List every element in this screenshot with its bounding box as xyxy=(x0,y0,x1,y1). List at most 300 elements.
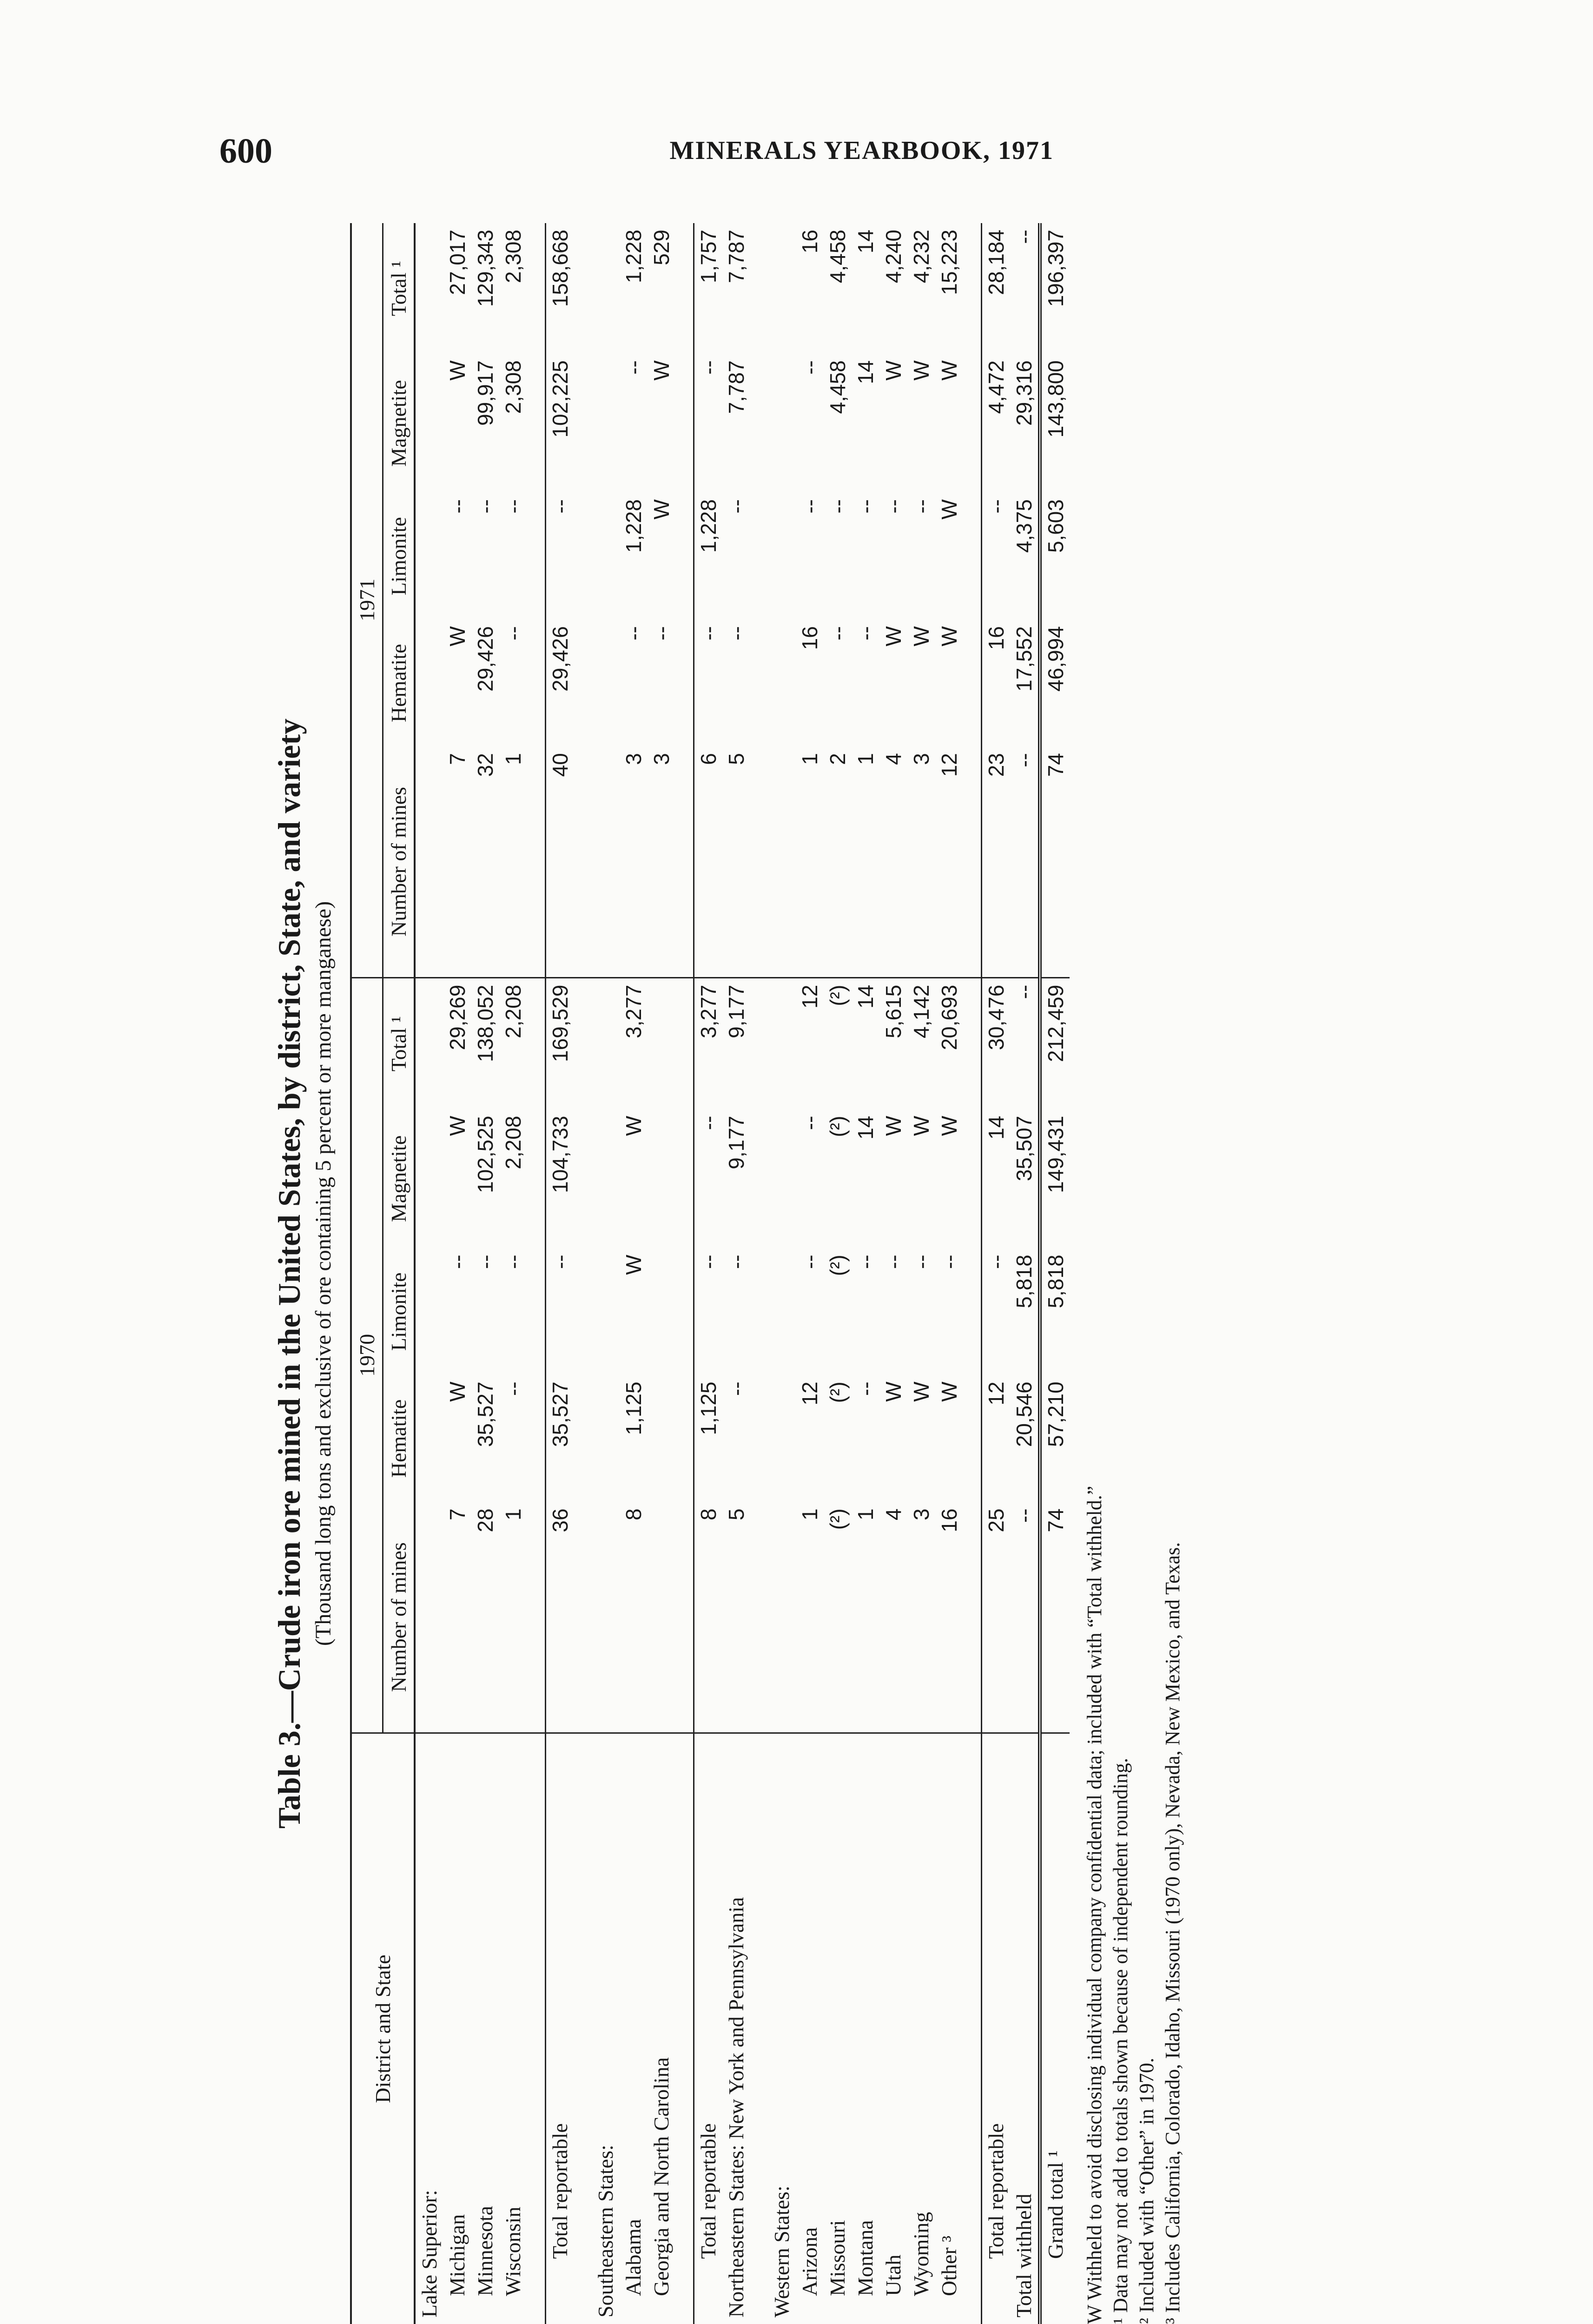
cell-1970-limonite: 5,818 xyxy=(1012,1254,1036,1308)
cell-1970-total: 14 xyxy=(853,984,878,1009)
cell-1970-limonite xyxy=(750,1248,768,1375)
cell-1970-mines: 7 xyxy=(443,1502,471,1733)
cell-1970-hematite: 20,546 xyxy=(1012,1381,1036,1447)
cell-1970-total: (²) xyxy=(826,984,850,1006)
cell-1970-hematite: 1,125 xyxy=(621,1381,646,1435)
total-1970-header: Total ¹ xyxy=(383,977,415,1109)
row-label: Utah xyxy=(881,2254,905,2296)
hematite-1970-header: Hematite xyxy=(383,1375,415,1502)
cell-1971-limonite: -- xyxy=(826,499,850,514)
cell-1970-limonite: -- xyxy=(724,1254,748,1269)
cell-1970-total xyxy=(415,977,443,1109)
cell-1970-magnetite xyxy=(592,1109,620,1248)
cell-1970-total: 29,269 xyxy=(445,984,469,1050)
hematite-1971-header: Hematite xyxy=(383,620,415,746)
cell-1971-mines: 6 xyxy=(694,746,723,977)
cell-1971-limonite: -- xyxy=(881,499,906,514)
cell-1970-total xyxy=(648,977,675,1109)
row-label: Total reportable xyxy=(694,1733,723,2324)
cell-1971-mines xyxy=(675,746,694,977)
cell-1971-total: 28,184 xyxy=(982,223,1011,354)
cell-1970-mines: 36 xyxy=(546,1502,575,1733)
spacer-row xyxy=(527,223,546,2324)
cell-1970-limonite: -- xyxy=(982,1248,1011,1375)
cell-1970-magnetite: W xyxy=(937,1116,961,1136)
cell-1970-magnetite: 2,208 xyxy=(501,1116,525,1169)
cell-1971-hematite: W xyxy=(881,626,906,647)
table-row xyxy=(824,223,852,2324)
cell-1971-magnetite xyxy=(750,354,768,493)
cell-1971-magnetite xyxy=(768,354,796,493)
cell-1970-hematite: (²) xyxy=(826,1381,850,1403)
cell-1970-limonite: -- xyxy=(445,1254,469,1269)
cell-1970-hematite: -- xyxy=(724,1381,748,1396)
cell-1971-magnetite xyxy=(527,354,546,493)
cell-1970-magnetite: 35,507 xyxy=(1012,1116,1036,1182)
mines-1970-header: Number of mines xyxy=(383,1502,415,1733)
running-head: MINERALS YEARBOOK, 1971 xyxy=(669,136,1054,165)
cell-1971-mines: 40 xyxy=(546,746,575,977)
cell-1970-hematite: 12 xyxy=(798,1381,822,1406)
cell-1970-mines: 4 xyxy=(879,1502,907,1733)
cell-1970-hematite: W xyxy=(937,1381,961,1402)
table-row xyxy=(499,223,527,2324)
cell-1971-mines: 3 xyxy=(907,746,935,977)
cell-1971-magnetite: 143,800 xyxy=(1040,354,1070,493)
table-row xyxy=(852,223,879,2324)
cell-1970-hematite: 1,125 xyxy=(694,1375,723,1502)
cell-1971-hematite xyxy=(963,620,982,746)
cell-1971-mines xyxy=(574,746,592,977)
cell-1970-mines: (²) xyxy=(824,1502,852,1733)
row-label: Michigan xyxy=(445,2214,469,2296)
cell-1971-magnetite: 2,308 xyxy=(501,360,525,414)
table-row xyxy=(443,223,471,2324)
cell-1971-mines: 12 xyxy=(935,746,963,977)
cell-1970-mines: 16 xyxy=(935,1502,963,1733)
table-body xyxy=(415,223,1070,2324)
magnetite-1970-header: Magnetite xyxy=(383,1109,415,1248)
cell-1970-magnetite xyxy=(415,1109,443,1248)
cell-1971-hematite: -- xyxy=(501,626,525,640)
cell-1971-magnetite: 29,316 xyxy=(1012,360,1036,426)
year-1971-header: 1971 xyxy=(351,223,383,977)
cell-1971-magnetite xyxy=(675,354,694,493)
cell-1970-magnetite: W xyxy=(445,1116,469,1136)
cell-1971-mines xyxy=(750,746,768,977)
cell-1970-magnetite: 102,525 xyxy=(473,1116,497,1193)
cell-1971-magnetite xyxy=(574,354,592,493)
cell-1971-magnetite xyxy=(963,354,982,493)
cell-1971-total: 7,787 xyxy=(724,230,748,284)
table-row xyxy=(879,223,907,2324)
cell-1971-magnetite xyxy=(592,354,620,493)
cell-1971-total: -- xyxy=(1012,230,1036,244)
cell-1970-limonite: -- xyxy=(473,1254,497,1269)
cell-1971-magnetite: 14 xyxy=(853,360,878,384)
table-row xyxy=(796,223,824,2324)
cell-1971-limonite: -- xyxy=(798,499,822,514)
cell-1970-mines: 1 xyxy=(852,1502,879,1733)
cell-1971-magnetite xyxy=(415,354,443,493)
cell-1970-mines: -- xyxy=(1010,1502,1040,1733)
cell-1971-mines: 1 xyxy=(852,746,879,977)
cell-1971-hematite: 16 xyxy=(982,620,1011,746)
cell-1971-limonite: W xyxy=(649,499,674,520)
row-label xyxy=(527,1733,546,2324)
row-label: Georgia and North Carolina xyxy=(649,2057,673,2296)
cell-1970-total: 30,476 xyxy=(982,977,1011,1109)
row-label xyxy=(574,1733,592,2324)
cell-1971-mines xyxy=(963,746,982,977)
cell-1970-hematite xyxy=(527,1375,546,1502)
cell-1971-magnetite: -- xyxy=(621,360,646,375)
table-row xyxy=(768,223,796,2324)
cell-1970-hematite: W xyxy=(909,1381,933,1402)
table-subtitle: (Thousand long tons and exclusive of ore containing 5 percent or more manganese) xyxy=(311,901,336,1646)
cell-1970-hematite: 12 xyxy=(982,1375,1011,1502)
cell-1970-limonite xyxy=(675,1248,694,1375)
row-label: Western States: xyxy=(770,2185,793,2317)
cell-1970-magnetite xyxy=(750,1109,768,1248)
cell-1970-limonite xyxy=(648,1248,675,1375)
cell-1970-mines: 3 xyxy=(907,1502,935,1733)
cell-1970-limonite xyxy=(527,1248,546,1375)
cell-1970-mines xyxy=(768,1502,796,1733)
cell-1971-limonite xyxy=(750,493,768,620)
cell-1970-magnetite: 149,431 xyxy=(1040,1109,1070,1248)
cell-1970-magnetite: -- xyxy=(694,1109,723,1248)
cell-1971-limonite: -- xyxy=(724,499,748,514)
spacer-row xyxy=(574,223,592,2324)
footnote-2: ² Included with “Other” in 1970. xyxy=(1135,2058,1158,2324)
cell-1970-limonite: -- xyxy=(546,1248,575,1375)
cell-1971-hematite xyxy=(592,620,620,746)
cell-1971-magnetite: -- xyxy=(694,354,723,493)
rotated-table-container xyxy=(270,223,1218,2324)
row-label: Total withheld xyxy=(1012,2193,1036,2317)
cell-1970-hematite xyxy=(574,1375,592,1502)
cell-1971-total: 196,397 xyxy=(1040,223,1070,354)
cell-1971-hematite xyxy=(415,620,443,746)
cell-1970-mines xyxy=(963,1502,982,1733)
cell-1970-total xyxy=(963,977,982,1109)
cell-1970-mines xyxy=(648,1502,675,1733)
cell-1970-total xyxy=(527,977,546,1109)
cell-1970-total: 169,529 xyxy=(546,977,575,1109)
cell-1970-total: 138,052 xyxy=(473,984,497,1062)
cell-1971-hematite: -- xyxy=(649,626,674,640)
year-1970-header: 1970 xyxy=(351,977,383,1733)
table-row xyxy=(415,223,443,2324)
cell-1970-mines: 8 xyxy=(694,1502,723,1733)
cell-1970-magnetite: 9,177 xyxy=(724,1116,748,1169)
cell-1970-total xyxy=(750,977,768,1109)
row-label: Other ³ xyxy=(937,2235,961,2296)
table-row xyxy=(907,223,935,2324)
cell-1971-mines: 23 xyxy=(982,746,1011,977)
row-label: Alabama xyxy=(621,2218,645,2296)
cell-1970-limonite xyxy=(592,1248,620,1375)
cell-1970-limonite: W xyxy=(621,1254,646,1275)
cell-1970-hematite xyxy=(768,1375,796,1502)
cell-1971-limonite: 1,228 xyxy=(694,493,723,620)
cell-1970-hematite: -- xyxy=(853,1381,878,1396)
cell-1971-total xyxy=(574,223,592,354)
cell-1971-hematite: -- xyxy=(853,626,878,640)
cell-1970-limonite: -- xyxy=(909,1254,933,1269)
cell-1971-limonite xyxy=(768,493,796,620)
table-row xyxy=(722,223,750,2324)
cell-1970-limonite xyxy=(574,1248,592,1375)
cell-1970-total: 20,693 xyxy=(937,984,961,1050)
cell-1971-mines: 74 xyxy=(1040,746,1070,977)
cell-1971-hematite xyxy=(768,620,796,746)
cell-1971-mines: 7 xyxy=(443,746,471,977)
cell-1971-limonite: 4,375 xyxy=(1012,499,1036,553)
cell-1971-hematite: -- xyxy=(694,620,723,746)
cell-1970-limonite: -- xyxy=(501,1254,525,1269)
table-row xyxy=(1040,223,1070,2324)
page-number: 600 xyxy=(219,132,272,171)
cell-1970-total xyxy=(675,977,694,1109)
table-row xyxy=(1010,223,1040,2324)
cell-1971-limonite xyxy=(574,493,592,620)
cell-1971-mines xyxy=(415,746,443,977)
cell-1971-total: 15,223 xyxy=(937,230,961,295)
cell-1970-total: 9,177 xyxy=(724,984,748,1038)
cell-1971-hematite: -- xyxy=(826,626,850,640)
cell-1971-mines xyxy=(527,746,546,977)
cell-1971-hematite: W xyxy=(909,626,933,647)
cell-1971-magnetite: W xyxy=(445,360,469,381)
cell-1970-mines: 1 xyxy=(499,1502,527,1733)
cell-1971-mines: 3 xyxy=(620,746,648,977)
cell-1970-hematite xyxy=(963,1375,982,1502)
table-row xyxy=(546,223,575,2324)
cell-1970-total: 4,142 xyxy=(909,984,933,1038)
cell-1970-magnetite xyxy=(675,1109,694,1248)
cell-1971-magnetite: W xyxy=(881,360,906,381)
cell-1970-hematite: -- xyxy=(501,1381,525,1396)
cell-1971-total: 2,308 xyxy=(501,230,525,284)
row-label: Lake Superior: xyxy=(417,2190,441,2317)
cell-1970-magnetite: 14 xyxy=(853,1116,878,1140)
cell-1971-limonite: -- xyxy=(473,499,497,514)
cell-1970-magnetite: -- xyxy=(798,1116,822,1130)
cell-1971-limonite xyxy=(675,493,694,620)
cell-1970-limonite: -- xyxy=(798,1254,822,1269)
cell-1970-mines xyxy=(750,1502,768,1733)
cell-1971-magnetite: W xyxy=(649,360,674,381)
cell-1971-total: 129,343 xyxy=(473,230,497,307)
cell-1971-hematite xyxy=(527,620,546,746)
table-row xyxy=(620,223,648,2324)
cell-1970-mines xyxy=(592,1502,620,1733)
table-title: Table 3.—Crude iron ore mined in the United States, by district, State, and variety xyxy=(271,718,307,1829)
year-header-row xyxy=(351,223,383,2324)
row-label: Montana xyxy=(853,2220,877,2296)
cell-1970-mines: 74 xyxy=(1040,1502,1070,1733)
cell-1970-magnetite xyxy=(527,1109,546,1248)
cell-1971-total: 1,757 xyxy=(694,223,723,354)
table-row xyxy=(935,223,963,2324)
district-header: District and State xyxy=(351,1733,415,2324)
magnetite-1971-header: Magnetite xyxy=(383,354,415,493)
cell-1971-total: 4,232 xyxy=(909,230,933,284)
footnotes xyxy=(1082,223,1186,2324)
row-label xyxy=(750,1733,768,2324)
cell-1970-total: 3,277 xyxy=(621,984,646,1038)
cell-1971-magnetite: 99,917 xyxy=(473,360,497,426)
cell-1971-total: 14 xyxy=(853,230,878,254)
cell-1971-magnetite: 7,787 xyxy=(724,360,748,414)
cell-1970-mines: 5 xyxy=(722,1502,750,1733)
cell-1971-hematite xyxy=(750,620,768,746)
cell-1970-mines xyxy=(527,1502,546,1733)
cell-1971-hematite: -- xyxy=(724,626,748,640)
cell-1971-mines: 1 xyxy=(796,746,824,977)
cell-1970-total xyxy=(592,977,620,1109)
cell-1970-hematite xyxy=(415,1375,443,1502)
row-label: Wisconsin xyxy=(501,2206,525,2296)
cell-1970-total xyxy=(574,977,592,1109)
cell-1971-hematite: 17,552 xyxy=(1012,626,1036,692)
cell-1971-hematite xyxy=(675,620,694,746)
cell-1971-total xyxy=(527,223,546,354)
cell-1970-limonite: (²) xyxy=(826,1254,850,1276)
cell-1970-magnetite: 104,733 xyxy=(546,1109,575,1248)
cell-1971-hematite: 46,994 xyxy=(1040,620,1070,746)
cell-1970-limonite: 5,818 xyxy=(1040,1248,1070,1375)
cell-1971-mines: 3 xyxy=(648,746,675,977)
cell-1971-magnetite: 4,472 xyxy=(982,354,1011,493)
cell-1971-mines: 1 xyxy=(499,746,527,977)
cell-1970-total: 3,277 xyxy=(694,977,723,1109)
cell-1971-total xyxy=(963,223,982,354)
cell-1970-hematite xyxy=(750,1375,768,1502)
cell-1970-total: 2,208 xyxy=(501,984,525,1038)
cell-1970-hematite xyxy=(648,1375,675,1502)
cell-1971-mines xyxy=(592,746,620,977)
cell-1971-limonite: -- xyxy=(546,493,575,620)
cell-1970-limonite xyxy=(963,1248,982,1375)
cell-1971-magnetite: 4,458 xyxy=(826,360,850,414)
table-row xyxy=(694,223,723,2324)
cell-1970-limonite xyxy=(415,1248,443,1375)
table-row xyxy=(592,223,620,2324)
cell-1971-mines: 32 xyxy=(471,746,499,977)
cell-1971-magnetite: W xyxy=(937,360,961,381)
cell-1971-total: 16 xyxy=(798,230,822,254)
cell-1971-mines xyxy=(768,746,796,977)
row-label: Total reportable xyxy=(982,1733,1011,2324)
cell-1970-total: 212,459 xyxy=(1040,977,1070,1109)
footnote-1: ¹ Data may not add to totals shown because of independent rounding. xyxy=(1109,1757,1132,2324)
cell-1971-limonite: -- xyxy=(853,499,878,514)
cell-1970-magnetite: (²) xyxy=(826,1116,850,1137)
cell-1970-hematite xyxy=(675,1375,694,1502)
cell-1970-magnetite: W xyxy=(909,1116,933,1136)
cell-1970-total: 12 xyxy=(798,984,822,1009)
row-label: Northeastern States: New York and Pennsylvania xyxy=(724,1897,748,2317)
cell-1971-hematite: -- xyxy=(621,626,646,640)
row-label xyxy=(963,1733,982,2324)
cell-1971-limonite: -- xyxy=(445,499,469,514)
limonite-1970-header: Limonite xyxy=(383,1248,415,1375)
row-label: Grand total ¹ xyxy=(1040,1733,1070,2324)
spacer-row xyxy=(963,223,982,2324)
cell-1970-hematite: W xyxy=(881,1381,906,1402)
table-row xyxy=(648,223,675,2324)
cell-1971-total xyxy=(675,223,694,354)
cell-1970-mines xyxy=(415,1502,443,1733)
cell-1971-limonite xyxy=(963,493,982,620)
cell-1971-limonite: 1,228 xyxy=(621,499,646,553)
cell-1970-hematite xyxy=(592,1375,620,1502)
total-1971-header: Total ¹ xyxy=(383,223,415,354)
cell-1970-limonite: -- xyxy=(937,1254,961,1269)
table-block xyxy=(270,223,1218,2324)
cell-1971-mines: 5 xyxy=(722,746,750,977)
cell-1970-total xyxy=(768,977,796,1109)
row-label: Total reportable xyxy=(546,1733,575,2324)
cell-1971-limonite: W xyxy=(937,499,961,520)
cell-1971-total: 4,240 xyxy=(881,230,906,284)
row-label xyxy=(675,1733,694,2324)
cell-1970-hematite: 35,527 xyxy=(546,1375,575,1502)
cell-1971-mines: 2 xyxy=(824,746,852,977)
footnote-3: ³ Includes California, Colorado, Idaho, Missouri (1970 only), Nevada, New Mexico, and Texas. xyxy=(1161,1542,1184,2324)
cell-1971-limonite: -- xyxy=(909,499,933,514)
cell-1970-magnetite: 14 xyxy=(982,1109,1011,1248)
row-label: Wyoming xyxy=(909,2212,933,2296)
cell-1970-mines: 28 xyxy=(471,1502,499,1733)
cell-1970-total: 5,615 xyxy=(881,984,906,1038)
cell-1970-hematite: 57,210 xyxy=(1040,1375,1070,1502)
cell-1971-magnetite: W xyxy=(909,360,933,381)
cell-1970-mines: 25 xyxy=(982,1502,1011,1733)
cell-1970-magnetite xyxy=(648,1109,675,1248)
cell-1970-limonite: -- xyxy=(881,1254,906,1269)
footnote-w: W Withheld to avoid disclosing individual company confidential data; included with “Total withheld.” xyxy=(1083,1486,1106,2324)
cell-1971-mines: -- xyxy=(1010,746,1040,977)
cell-1971-total: 4,458 xyxy=(826,230,850,284)
cell-1970-magnetite xyxy=(574,1109,592,1248)
cell-1971-limonite: -- xyxy=(982,493,1011,620)
cell-1970-limonite xyxy=(768,1248,796,1375)
cell-1971-total: 529 xyxy=(649,230,674,265)
cell-1970-limonite: -- xyxy=(694,1248,723,1375)
cell-1971-magnetite: -- xyxy=(798,360,822,375)
cell-1971-hematite xyxy=(574,620,592,746)
cell-1971-limonite xyxy=(527,493,546,620)
cell-1971-magnetite: 102,225 xyxy=(546,354,575,493)
cell-1970-hematite: W xyxy=(445,1381,469,1402)
cell-1970-magnetite xyxy=(963,1109,982,1248)
cell-1971-hematite: 29,426 xyxy=(546,620,575,746)
cell-1970-limonite: -- xyxy=(853,1254,878,1269)
cell-1970-hematite: 35,527 xyxy=(473,1381,497,1447)
spacer-row xyxy=(750,223,768,2324)
cell-1970-magnetite: W xyxy=(881,1116,906,1136)
cell-1971-limonite: 5,603 xyxy=(1040,493,1070,620)
cell-1970-mines xyxy=(675,1502,694,1733)
row-label: Southeastern States: xyxy=(594,2145,617,2317)
cell-1971-total xyxy=(768,223,796,354)
cell-1971-total xyxy=(592,223,620,354)
cell-1971-hematite: 16 xyxy=(798,626,822,650)
